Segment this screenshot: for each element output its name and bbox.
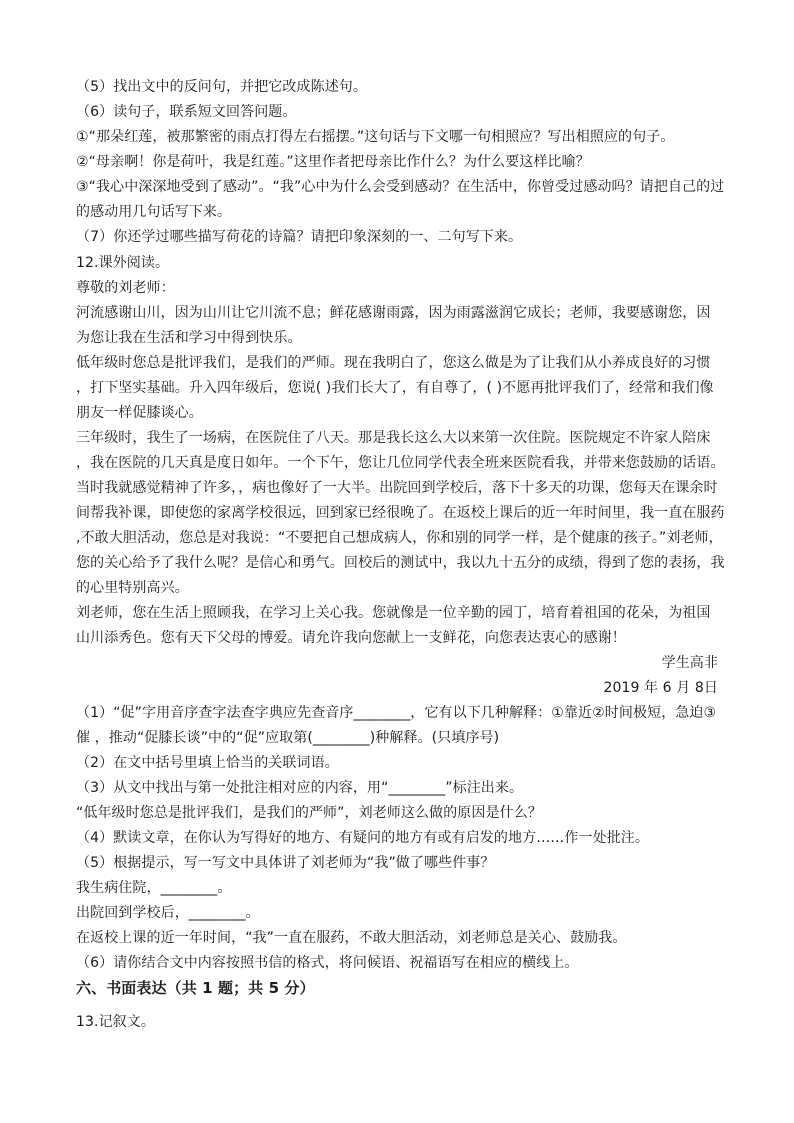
question-12-6: （6）请你结合文中内容按照书信的格式，将问候语、祝福语写在相应的横线上。 — [76, 955, 579, 971]
question-12-3-quote: “低年级时您总是批评我们，是我们的严师”，刘老师这么做的原因是什么？ — [76, 805, 542, 821]
letter-paragraph-line: 您的关心给予了我什么呢？是信心和勇气。回校后的测试中，我以九十五分的成绩，得到了您的表扬，我 — [76, 555, 725, 571]
question-12-2: （2）在文中括号里填上恰当的关联词语。 — [76, 755, 339, 771]
question-12-5-blank-2: 出院回到学校后，________。 — [76, 905, 260, 921]
letter-paragraph-line: 间帮我补课，即使您的家离学校很远，回到家已经很晚了。在返校上课后的近一年时间里，我一直在服药 — [76, 505, 725, 521]
question-6-item-3-cont: 的感动用几句话写下来。 — [76, 204, 232, 220]
question-6: （6）读句子，联系短文回答问题。 — [76, 104, 297, 120]
letter-paragraph-line: 河流感谢山川，因为山川让它川流不息；鲜花感谢雨露，因为雨露滋润它成长；老师，我要感谢您，因 — [76, 305, 711, 321]
letter-paragraph-line: ,不敢大胆活动，您总是对我说：“不要把自己想成病人，你和别的同学一样，是个健康的孩子。”刘老师， — [76, 530, 723, 546]
section-heading: 六、书面表达（共 1 题；共 5 分） — [76, 979, 315, 997]
letter-paragraph-line: ，我在医院的几天真是度日如年。一个下午，您让几位同学代表全班来医院看我，并带来您鼓励的话语。 — [76, 455, 725, 471]
question-6-item-1: ①“那朵红莲，被那繁密的雨点打得左右摇摆。”这句话与下文哪一句相照应？写出相照应的句子。 — [76, 129, 675, 145]
letter-paragraph-line: 朋友一样促膝谈心。 — [76, 405, 203, 421]
question-6-item-3: ③“我心中深深地受到了感动”。“我”心中为什么会受到感动？在生活中，你曾受过感动吗？请把自己的过 — [76, 179, 725, 195]
letter-paragraph-line: 刘老师，您在生活上照顾我，在学习上关心我。您就像是一位辛勤的园丁，培育着祖国的花朵，为祖国 — [76, 605, 711, 621]
letter-paragraph-line: ，打下坚实基础。升入四年级后，您说( )我们长大了，有自尊了，( )不愿再批评我们了，经常和我们像 — [76, 380, 714, 396]
letter-date: 2019 年 6 月 8日 — [603, 680, 718, 696]
question-12-5-blank-1: 我生病住院，________。 — [76, 880, 232, 896]
question-12-5: （5）根据提示，写一写文中具体讲了刘老师为“我”做了哪些件事？ — [76, 855, 495, 871]
question-12-3: （3）从文中找出与第一处批注相对应的内容，用“________”标注出来。 — [76, 780, 524, 796]
question-5: （5）找出文中的反问句，并把它改成陈述句。 — [76, 79, 368, 95]
letter-paragraph-line: 低年级时您总是批评我们，是我们的严师。现在我明白了，您这么做是为了让我们从小养成良好的习惯 — [76, 355, 711, 371]
question-7: （7）你还学过哪些描写荷花的诗篇？请把印象深刻的一、二句写下来。 — [76, 229, 523, 245]
question-6-item-2: ②“母亲啊！你是荷叶，我是红莲。”这里作者把母亲比作什么？为什么要这样比喻？ — [76, 154, 590, 170]
letter-paragraph-line: 三年级时，我生了一场病，在医院住了八天。那是我长这么大以来第一次住院。医院规定不许家人陪床 — [76, 430, 711, 446]
problem-13-title: 13.记叙文。 — [76, 1014, 155, 1030]
question-12-1: （1）“促”字用音序查字法查字典应先查音序________，它有以下几种解释：①靠近②时间极短，急迫③ — [76, 705, 717, 721]
letter-paragraph-line: 为您让我在生活和学习中得到快乐。 — [76, 330, 302, 346]
letter-paragraph-line: 当时我就感觉精神了许多，，病也像好了一大半。出院回到学校后，落下十多天的功课，您每天在课余时 — [76, 480, 718, 496]
question-12-1-cont: 催 ，推动“促膝长谈”中的“促”应取第(________)种解释。(只填序号) — [76, 730, 500, 746]
letter-salutation: 尊敬的刘老师： — [76, 280, 175, 296]
letter-signature: 学生高非 — [661, 655, 718, 671]
question-12-5-item-3: 在返校上课的近一年时间，“我”一直在服药，不敢大胆活动，刘老师总是关心、鼓励我。 — [76, 930, 627, 946]
problem-12-title: 12.课外阅读。 — [76, 255, 170, 271]
question-12-4: （4）默读文章，在你认为写得好的地方、有疑问的地方有或有启发的地方……作一处批注。 — [76, 830, 650, 846]
letter-paragraph-line: 山川添秀色。您有天下父母的博爱。请允许我向您献上一支鲜花，向您表达衷心的感谢！ — [76, 630, 626, 646]
letter-paragraph-line: 的心里特别高兴。 — [76, 580, 189, 596]
